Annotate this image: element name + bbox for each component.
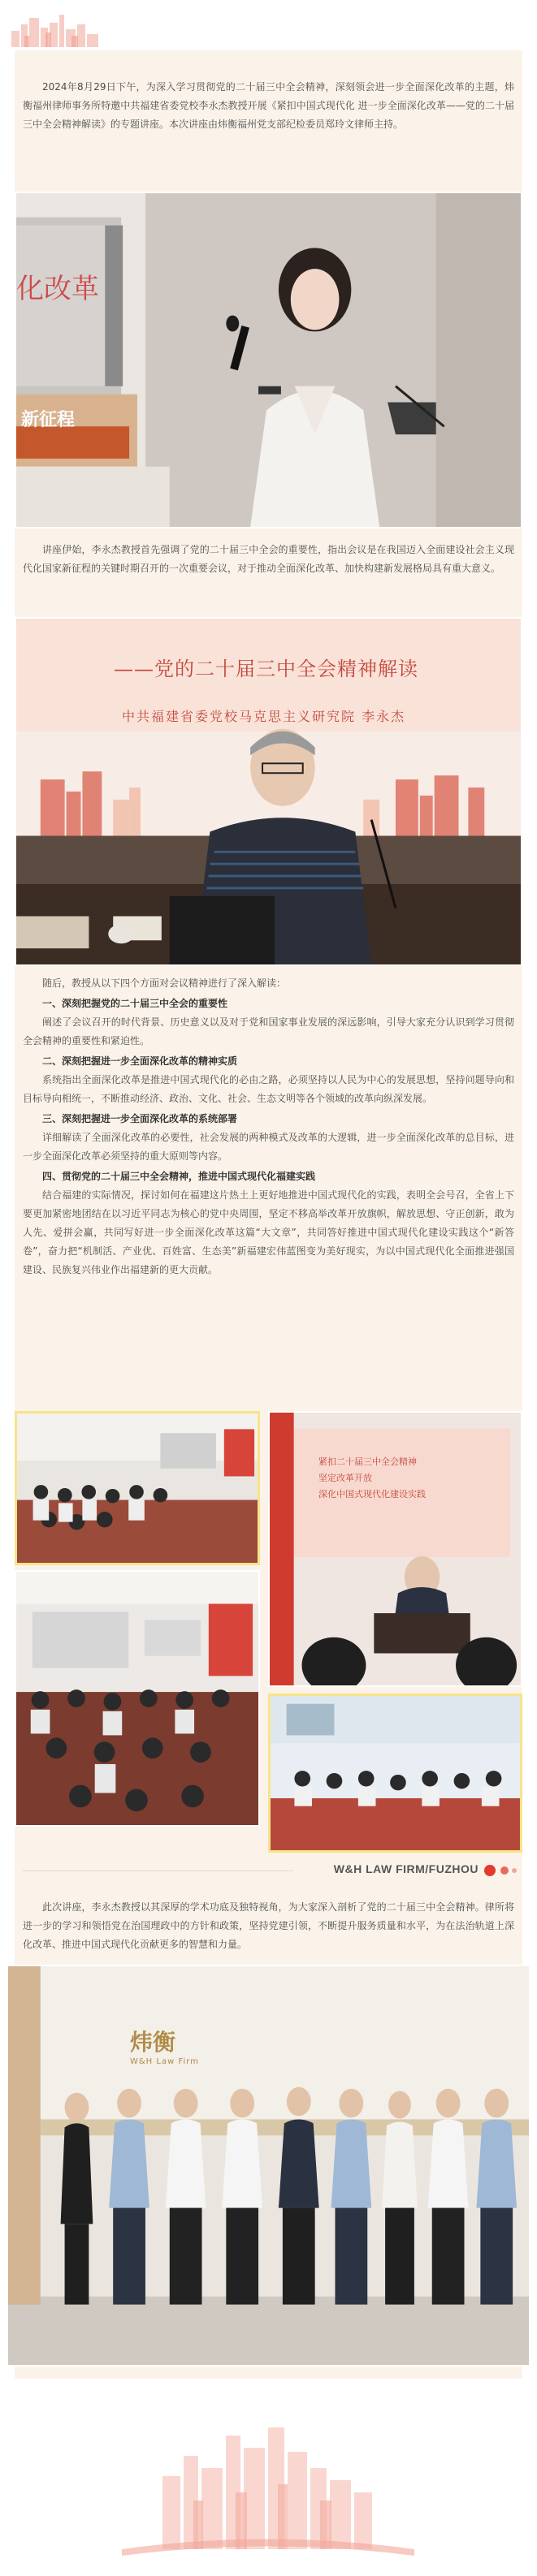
slide-text-new-journey: 新征程 xyxy=(21,410,76,430)
closing-text: 此次讲座，李永杰教授以其深厚的学术功底及独特视角，为大家深入剖析了党的二十届三中全会精神。律所将进一步的学习和领悟党在治国理政中的方针和政策，坚持党建引领，不断提升服务质量和水平，为在法治轨道上深化改革、推进中国式现代化贡献更多的智慧和力量。 xyxy=(23,1901,514,1950)
slide-title: ——党的二十届三中全会精神解读 xyxy=(114,658,418,680)
collage-slide-line-1: 紧扣二十届三中全会精神 xyxy=(318,1456,417,1467)
intro-text: 2024年8月29日下午，为深入学习贯彻党的二十届三中全会精神，深刻领会进一步全面深化改革的主题，炜衡福州律师事务所特邀中共福建省委党校李永杰教授开展《紧扣中国式现代化 进一步全面深化改革——党的二十届三中全会精神解读》的专题讲座。本次讲座由炜衡福州党支部纪检委员郑玲文律师主持。 xyxy=(23,81,514,130)
point-3 xyxy=(23,1110,514,1166)
firm-logo-subtext: W&H Law Firm xyxy=(130,2057,199,2066)
point-1-heading: 一、深刻把握党的二十届三中全会的重要性 xyxy=(42,998,228,1009)
point-2 xyxy=(23,1052,514,1108)
top-skyline-decoration xyxy=(0,0,537,49)
slide-subtitle: 中共福建省委党校马克思主义研究院 李永杰 xyxy=(122,709,406,724)
opening-paragraph xyxy=(23,541,514,578)
audience-photo-1 xyxy=(15,1411,260,1565)
point-1 xyxy=(23,995,514,1051)
point-2-heading: 二、深刻把握进一步全面深化改革的精神实质 xyxy=(42,1055,238,1067)
brand-dots-icon xyxy=(483,1864,519,1877)
point-3-heading: 三、深刻把握进一步全面深化改革的系统部署 xyxy=(42,1113,238,1124)
point-2-body: 系统指出全面深化改革是推进中国式现代化的必由之路，必须坚持以人民为中心的发展思想，坚持问题导向和目标导向相统一，不断推动经济、政治、文化、社会、生态文明等各个领域的改革向纵深发展。 xyxy=(23,1074,514,1104)
brand-name: W&H LAW FIRM/FUZHOU xyxy=(333,1862,479,1875)
host-speaking-photo xyxy=(15,192,522,529)
audience-photo-3 xyxy=(268,1694,522,1853)
point-3-body: 详细解读了全面深化改革的必要性，社会发展的两种模式及改革的大逻辑，进一步全面深化改革的总目标，进一步全面深化改革必须坚持的重大原则等内容。 xyxy=(23,1132,514,1162)
bottom-skyline-decoration xyxy=(0,2379,537,2576)
brand-watermark xyxy=(0,1859,537,1882)
collage-slide-line-3: 深化中国式现代化建设实践 xyxy=(318,1489,426,1499)
slide-text-reform: 化改革 xyxy=(16,273,99,305)
professor-podium-photo xyxy=(268,1411,522,1687)
closing-paragraph xyxy=(23,1898,514,1954)
firm-logo-text: 炜衡 xyxy=(130,2029,176,2056)
point-4-heading: 四、贯彻党的二十届三中全会精神，推进中国式现代化福建实践 xyxy=(42,1171,316,1182)
point-4 xyxy=(23,1167,514,1279)
point-4-body: 结合福建的实际情况，探讨如何在福建这片热土上更好地推进中国式现代化的实践，表明全会号召，全省上下要更加紧密地团结在以习近平同志为核心的党中央周围，坚定不移高举改革开放旗帜，解放思想、守正创新，敢为人先、爱拼会赢，共同写好进一步全面深化改革这篇“大文章”，共同答好推进中国式现代化建设实践这个“新答卷”，奋力把“机制活、产业优、百姓富、生态美”新福建宏伟蓝图变为美好现实，为以中国式现代化全面推进强国建设、民族复兴伟业作出福建新的更大贡献。 xyxy=(23,1189,514,1275)
points-lead-text: 随后，教授从以下四个方面对会议精神进行了深入解读： xyxy=(42,977,287,989)
intro-paragraph xyxy=(23,78,514,134)
point-1-body: 阐述了会议召开的时代背景、历史意义以及对于党和国家事业发展的深远影响，引导大家充分认识到学习贯彻全会精神的重要性和紧迫性。 xyxy=(23,1016,514,1046)
group-photo xyxy=(6,1965,531,2367)
professor-lecture-photo xyxy=(15,617,522,966)
collage-slide-line-2: 坚定改革开放 xyxy=(318,1473,372,1483)
group-photo-logo xyxy=(130,2025,199,2066)
audience-photo-2 xyxy=(15,1570,260,1827)
opening-text: 讲座伊始，李永杰教授首先强调了党的二十届三中全会的重要性，指出会议是在我国迈入全面建设社会主义现代化国家新征程的关键时期召开的一次重要会议，对于推动全面深化改革、加快构建新发展格局具有重大意义。 xyxy=(23,544,514,574)
lecture-points-section xyxy=(23,974,514,1279)
